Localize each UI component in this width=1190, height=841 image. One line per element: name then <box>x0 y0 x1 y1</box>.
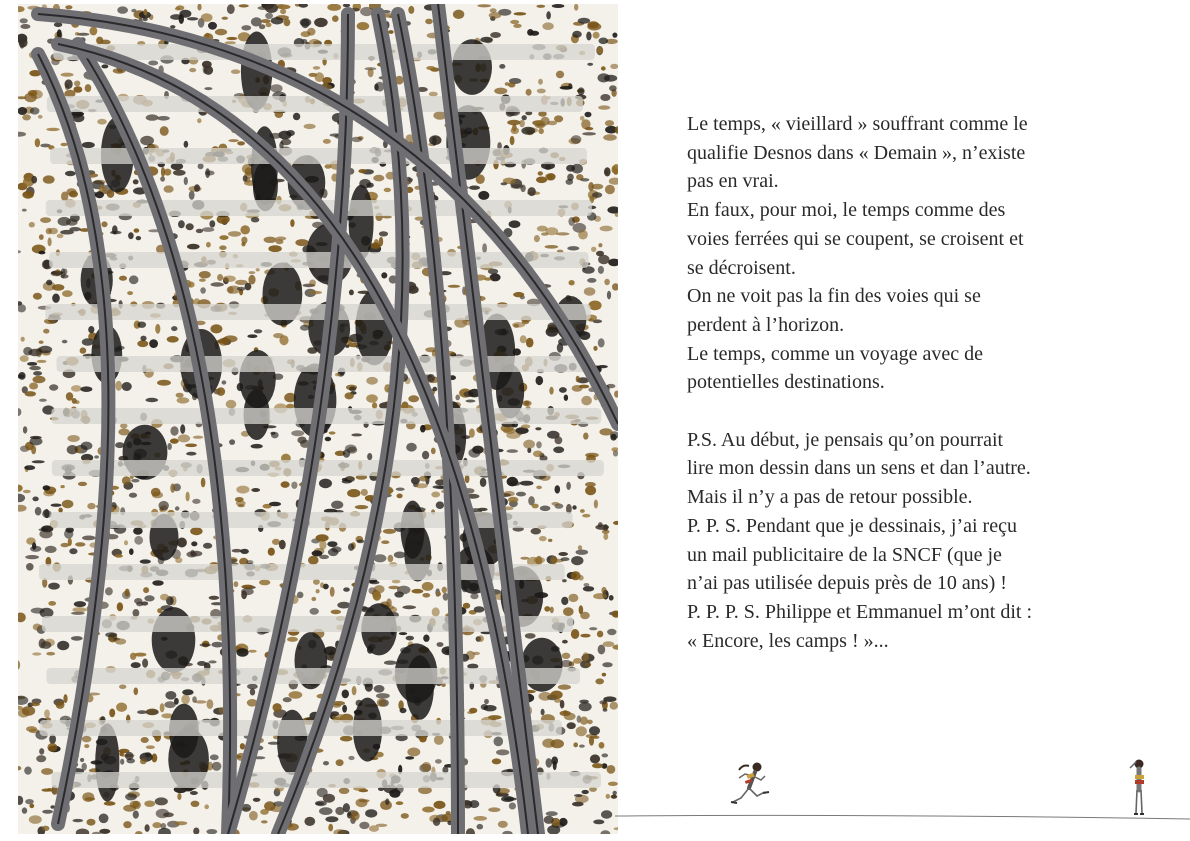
poem-line: perdent à l’horizon. <box>687 313 845 336</box>
poem-line: voies ferrées qui se coupent, se croisent et <box>687 227 1024 250</box>
postscript-line: un mail publicitaire de la SNCF (que je <box>687 543 1002 566</box>
poem-line: qualifie Desnos dans « Demain », n’existe <box>687 141 1026 164</box>
railway-tracks-illustration <box>18 4 618 834</box>
postscript-line: Mais il n’y a pas de retour possible. <box>687 486 973 509</box>
postscript-line: P.S. Au début, je pensais qu’on pourrait <box>687 428 1004 451</box>
poem-line: se décroisent. <box>687 256 796 279</box>
ground-scene <box>615 0 1190 841</box>
poem-line: On ne voit pas la fin des voies qui se <box>687 285 981 308</box>
poem-line: Le temps, comme un voyage avec de <box>687 342 983 365</box>
postscript-line: P. P. P. S. Philippe et Emmanuel m’ont dit : <box>687 600 1033 623</box>
poem-line: Le temps, « vieillard » souffrant comme le <box>687 113 1028 135</box>
postscript-line: n’ai pas utilisée depuis près de 10 ans) ! <box>687 572 1007 595</box>
poem-line: potentielles destinations. <box>687 371 885 394</box>
postscript-line: « Encore, les camps ! »... <box>687 629 889 652</box>
running-figure-icon <box>731 763 769 804</box>
standing-figure-icon <box>1130 760 1144 815</box>
horizon-line <box>615 815 1190 819</box>
postscript-line: lire mon dessin dans un sens et dan l’autre. <box>687 457 1031 480</box>
poem-line: En faux, pour moi, le temps comme des <box>687 199 1006 222</box>
poem-line: pas en vrai. <box>687 170 779 193</box>
postscript-line: P. P. S. Pendant que je dessinais, j’ai reçu <box>687 514 1017 537</box>
